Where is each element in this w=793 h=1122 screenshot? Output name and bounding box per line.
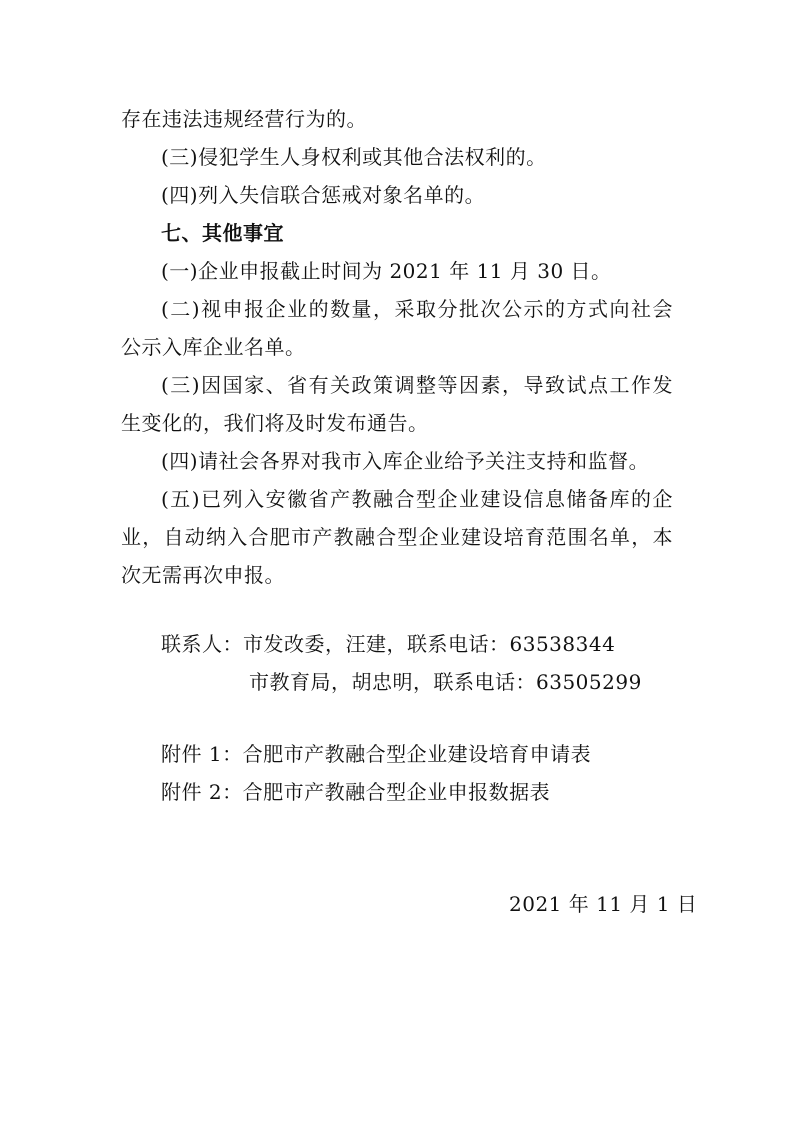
paragraph-line: 公示入库企业名单。: [121, 335, 306, 359]
paragraph-line: 次无需再次申报。: [121, 563, 285, 587]
paragraph-line: (四)列入失信联合惩戒对象名单的。: [161, 183, 486, 207]
paragraph-line: (五)已列入安徽省产教融合型企业建设信息储备库的企: [161, 487, 673, 511]
paragraph-line: (二)视申报企业的数量，采取分批次公示的方式向社会: [161, 297, 673, 321]
paragraph-line: (一)企业申报截止时间为 2021 年 11 月 30 日。: [161, 259, 612, 283]
attachment-item: 附件 2：合肥市产教融合型企业申报数据表: [161, 780, 551, 804]
paragraph-line: (三)侵犯学生人身权利或其他合法权利的。: [161, 145, 547, 169]
paragraph-line: 生变化的，我们将及时发布通告。: [121, 411, 429, 435]
contact-line: 联系人：市发改委，汪建，联系电话：63538344: [161, 632, 616, 656]
paragraph-line: 业，自动纳入合肥市产教融合型企业建设培育范围名单，本: [121, 525, 673, 549]
paragraph-line: 存在违法违规经营行为的。: [121, 107, 367, 131]
paragraph-line: (四)请社会各界对我市入库企业给予关注支持和监督。: [161, 449, 650, 473]
section-heading: 七、其他事宜: [161, 221, 284, 245]
paragraph-line: (三)因国家、省有关政策调整等因素，导致试点工作发: [161, 373, 673, 397]
document-date: 2021 年 11 月 1 日: [509, 892, 698, 916]
contact-line: 市教育局，胡忠明，联系电话：63505299: [249, 670, 642, 694]
attachment-item: 附件 1：合肥市产教融合型企业建设培育申请表: [161, 742, 592, 766]
